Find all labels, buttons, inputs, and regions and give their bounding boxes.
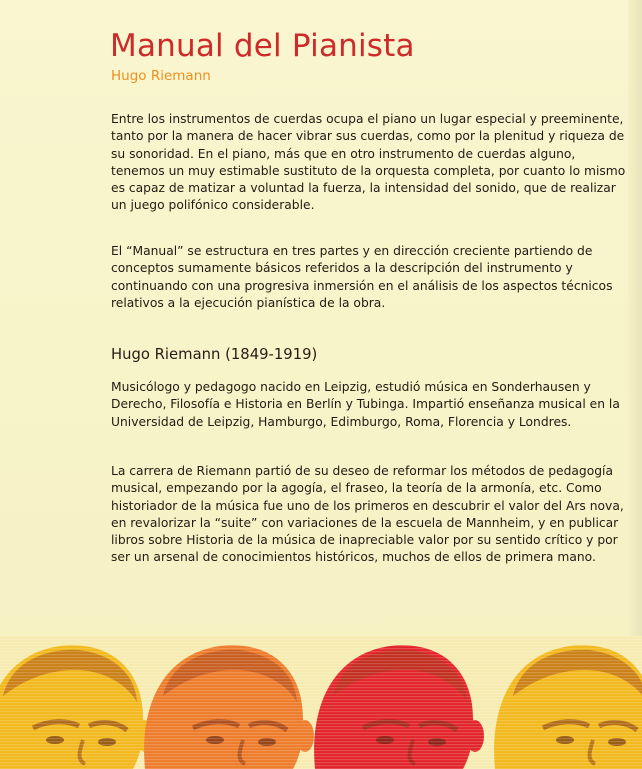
biography-paragraph-2: La carrera de Riemann partió de su deseo de reformar los métodos de pedagogía musical, empezando por la agogía, el fraseo, la teoría de la armonía, etc. Como historiador de la música fue uno de los primeros en descubrir el valor del Ars nova, en revalorizar la “suite” con variaciones de la escuela de Mannheim, y en publicar libros sobre Historia de la música de inapreciable valor por su sentido crítico y por ser un arsenal de conocimientos históricos, muchos de ellos de primera mano. [111, 464, 624, 565]
book-author: Hugo Riemann [111, 68, 211, 84]
page-edge [628, 0, 642, 640]
biography-paragraph-1: Musicólogo y pedagogo nacido en Leipzig, estudió música en Sonderhausen y Derecho, Filosofía e Historia en Berlín y Tubinga. Impartió enseñanza musical en la Universidad de Leipzig, Hamburgo, Edimburgo, Roma, Florencia y Londres. [111, 380, 620, 429]
intro-paragraph-1: Entre los instrumentos de cuerdas ocupa el piano un lugar especial y preeminente, tanto por la manera de hacer vibrar sus cuerdas, como por la plenitud y riqueza de su sonoridad. En el piano, más que en otro instrumento de cuerdas alguno, tenemos un muy estimable sustituto de la orquesta completa, por cuanto lo mismo es capaz de matizar a voluntad la fuerza, la intensidad del sonido, que de realizar un juego polifónico considerable. [111, 112, 626, 213]
intro-paragraph-2: El “Manual” se estructura en tres partes y en dirección creciente partiendo de conceptos sumamente básicos referidos a la descripción del instrumento y continuando con una progresiva inmersión en el análisis de los aspectos técnicos relativos a la ejecución pianística de la obra. [111, 244, 613, 310]
book-title: Manual del Pianista [110, 28, 415, 64]
portrait-band [0, 636, 642, 769]
portrait-band-svg [0, 636, 642, 769]
biography-heading: Hugo Riemann (1849-1919) [111, 346, 318, 363]
